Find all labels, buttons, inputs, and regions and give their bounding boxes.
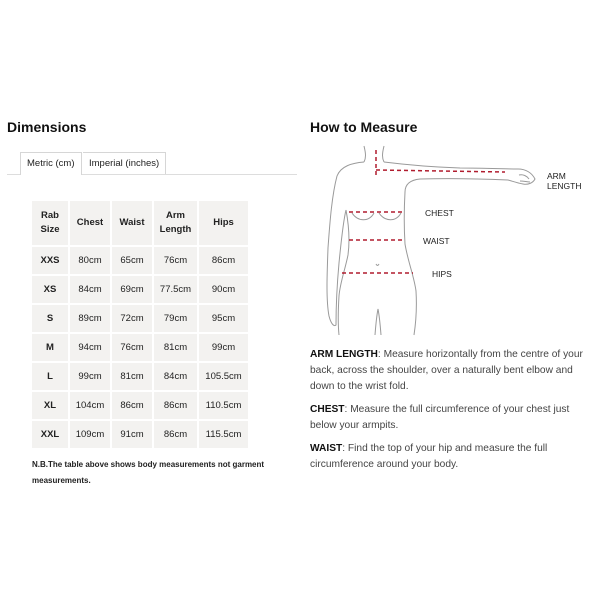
table-row [32, 363, 250, 392]
chest-cell: 109cm [70, 421, 112, 450]
table-row [32, 305, 250, 334]
waist-cell: 81cm [112, 363, 154, 392]
arm-length-cell: 86cm [154, 392, 199, 421]
size-cell: XL [32, 392, 70, 421]
hips-cell: 95cm [199, 305, 250, 334]
waist-cell: 72cm [112, 305, 154, 334]
measurement-note: N.B.The table above shows body measurements not garment measurements. [32, 460, 265, 485]
size-cell: XXS [32, 247, 70, 276]
description-text: : Measure horizontally from the centre of your back, across the shoulder, over a naturally bent elbow and down to the wrist fold. [310, 349, 583, 392]
arm-length-cell: 79cm [154, 305, 199, 334]
chest-cell: 99cm [70, 363, 112, 392]
arm-length-cell: 81cm [154, 334, 199, 363]
unit-tabs [7, 152, 297, 175]
chest-cell: 94cm [70, 334, 112, 363]
hips-cell: 86cm [199, 247, 250, 276]
hips-cell: 90cm [199, 276, 250, 305]
hips-cell: 110.5cm [199, 392, 250, 421]
size-table [32, 201, 250, 450]
waist-cell: 91cm [112, 421, 154, 450]
chest-cell: 80cm [70, 247, 112, 276]
arm-length-cell: 84cm [154, 363, 199, 392]
waist-cell: 65cm [112, 247, 154, 276]
description-term: WAIST [310, 443, 343, 454]
waist-cell: 86cm [112, 392, 154, 421]
header-arm-length: Arm Length [154, 201, 199, 247]
size-cell: XXL [32, 421, 70, 450]
figure-label-chest: CHEST [425, 208, 454, 218]
hips-cell: 99cm [199, 334, 250, 363]
chest-cell: 89cm [70, 305, 112, 334]
chest-cell: 84cm [70, 276, 112, 305]
size-cell: L [32, 363, 70, 392]
header-hips: Hips [199, 201, 250, 247]
how-to-measure-title: How to Measure [310, 119, 418, 135]
size-cell: S [32, 305, 70, 334]
description-term: CHEST [310, 404, 345, 415]
table-row [32, 334, 250, 363]
figure-label-arm-length: ARM LENGTH [547, 171, 582, 191]
tab-metric[interactable]: Metric (cm) [20, 152, 82, 175]
arm-length-horizontal-line [376, 170, 505, 172]
arm-length-description [310, 347, 595, 395]
header-chest: Chest [70, 201, 112, 247]
waist-cell: 76cm [112, 334, 154, 363]
chest-cell: 104cm [70, 392, 112, 421]
table-row [32, 421, 250, 450]
waist-cell: 69cm [112, 276, 154, 305]
size-cell: M [32, 334, 70, 363]
table-row [32, 247, 250, 276]
hips-cell: 105.5cm [199, 363, 250, 392]
arm-length-cell: 77.5cm [154, 276, 199, 305]
header-waist: Waist [112, 201, 154, 247]
description-text: : Find the top of your hip and measure the full circumference around your body. [310, 443, 548, 470]
table-row [32, 392, 250, 421]
table-header-row [32, 201, 250, 247]
table-row [32, 276, 250, 305]
arm-length-cell: 86cm [154, 421, 199, 450]
description-term: ARM LENGTH [310, 349, 378, 360]
hips-cell: 115.5cm [199, 421, 250, 450]
figure-label-hips: HIPS [432, 269, 452, 279]
waist-description [310, 441, 595, 473]
size-cell: XS [32, 276, 70, 305]
dimensions-title: Dimensions [7, 119, 87, 135]
description-text: : Measure the full circumference of your chest just below your armpits. [310, 404, 570, 431]
chest-description [310, 402, 595, 434]
arm-length-cell: 76cm [154, 247, 199, 276]
tab-imperial[interactable]: Imperial (inches) [83, 152, 166, 174]
header-rab-size: Rab Size [32, 201, 70, 247]
figure-label-waist: WAIST [423, 236, 450, 246]
